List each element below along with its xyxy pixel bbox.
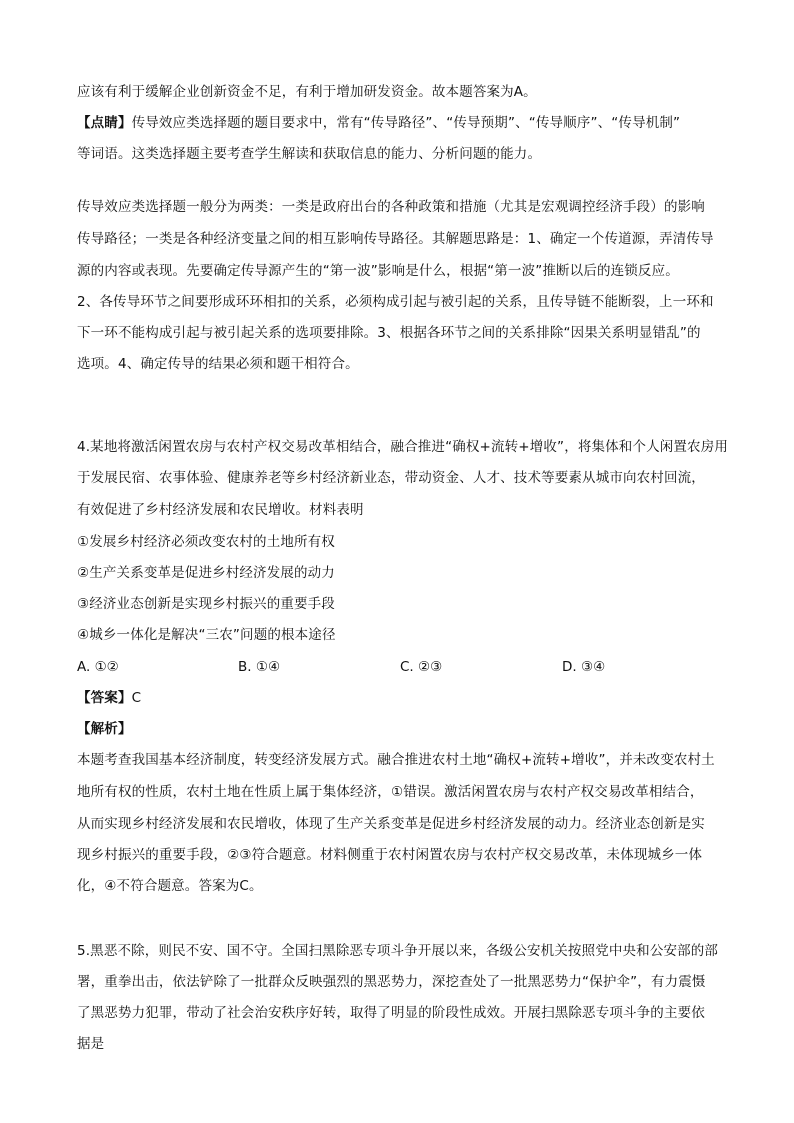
tip-label: 【点睛】 bbox=[77, 115, 132, 131]
q4-option-b: B. ①④ bbox=[238, 659, 281, 675]
q4-stem-line: 4.某地将激活闲置农房与农村产权交易改革相结合，融合推进“确权+流转+增收”，将集体和个人闲置农房用 bbox=[77, 439, 728, 455]
analysis-label: 【解析】 bbox=[77, 721, 132, 737]
q5-stem-line: 署，重拳出击，依法铲除了一批群众反映强烈的黑恶势力，深挖查处了一批黑恶势力“保护伞”，有力震慑 bbox=[77, 974, 706, 990]
q4-analysis-line: 化，④不符合题意。答案为C。 bbox=[77, 878, 263, 894]
method-line: 传导路径；一类是各种经济变量之间的相互影响传导路径。其解题思路是：1、确定一个传道源，弄清传导 bbox=[77, 231, 714, 247]
tip-text-1: 传导效应类选择题的题目要求中，常有“传导路径”、“传导预期”、“传导顺序”、“传导机制” bbox=[131, 115, 681, 131]
answer-label: 【答案】 bbox=[77, 690, 132, 706]
q4-stem-line: 有效促进了乡村经济发展和农民增收。材料表明 bbox=[77, 502, 364, 518]
method-line: 源的内容或表现。先要确定传导源产生的“第一波”影响是什么，根据“第一波”推断以后的连锁反应。 bbox=[77, 263, 679, 279]
q4-statement-1: ①发展乡村经济必须改变农村的土地所有权 bbox=[77, 534, 335, 550]
q4-analysis-line: 从而实现乡村经济发展和农民增收，体现了生产关系变革是促进乡村经济发展的动力。经济业态创新是实 bbox=[77, 816, 705, 832]
method-line: 下一环不能构成引起与被引起关系的选项要排除。3、根据各环节之间的关系排除“因果关系明显错乱”的 bbox=[77, 325, 701, 341]
answer-value: C bbox=[131, 690, 142, 706]
q4-statement-3: ③经济业态创新是实现乡村振兴的重要手段 bbox=[77, 596, 335, 612]
q4-analysis-line: 地所有权的性质，农村土地在性质上属于集体经济，①错误。激活闲置农房与农村产权交易改革相结合， bbox=[77, 784, 704, 800]
q4-stem-line: 于发展民宿、农事体验、健康养老等乡村经济新业态，带动资金、人才、技术等要素从城市向农村回流， bbox=[77, 470, 705, 486]
q4-analysis-line: 现乡村振兴的重要手段，②③符合题意。材料侧重于农村闲置农房与农村产权交易改革，未体现城乡一体 bbox=[77, 847, 703, 863]
q5-stem-line: 5.黑恶不除，则民不安、国不守。全国扫黑除恶专项斗争开展以来，各级公安机关按照党中央和公安部的部 bbox=[77, 943, 719, 959]
q4-statement-2: ②生产关系变革是促进乡村经济发展的动力 bbox=[77, 565, 335, 581]
q4-option-c: C. ②③ bbox=[400, 659, 443, 675]
q5-stem-line: 据是 bbox=[77, 1036, 105, 1052]
q4-answer bbox=[77, 689, 737, 707]
method-line: 选项。4、确定传导的结果必须和题干相符合。 bbox=[77, 356, 359, 372]
tip-line-2: 等词语。这类选择题主要考查学生解读和获取信息的能力、分析问题的能力。 bbox=[77, 146, 542, 162]
q4-option-d: D. ③④ bbox=[562, 659, 606, 675]
q5-stem-line: 了黑恶势力犯罪，带动了社会治安秩序好转，取得了明显的阶段性成效。开展扫黑除恶专项斗争的主要依 bbox=[77, 1005, 705, 1021]
method-line: 2、各传导环节之间要形成环环相扣的关系，必须构成引起与被引起的关系，且传导链不能断裂，上一环和 bbox=[77, 294, 714, 310]
prev-answer-conclusion: 应该有利于缓解企业创新资金不足，有利于增加研发资金。故本题答案为A。 bbox=[77, 84, 537, 100]
method-line: 传导效应类选择题一般分为两类：一类是政府出台的各种政策和措施（尤其是宏观调控经济手段）的影响 bbox=[77, 199, 705, 215]
q4-analysis-line: 本题考查我国基本经济制度，转变经济发展方式。融合推进农村土地“确权+流转+增收”，并未改变农村土 bbox=[77, 752, 715, 768]
tip-line-1 bbox=[77, 114, 737, 132]
q4-option-a: A. ①② bbox=[77, 659, 119, 675]
q4-statement-4: ④城乡一体化是解决“三农”问题的根本途径 bbox=[77, 627, 336, 643]
